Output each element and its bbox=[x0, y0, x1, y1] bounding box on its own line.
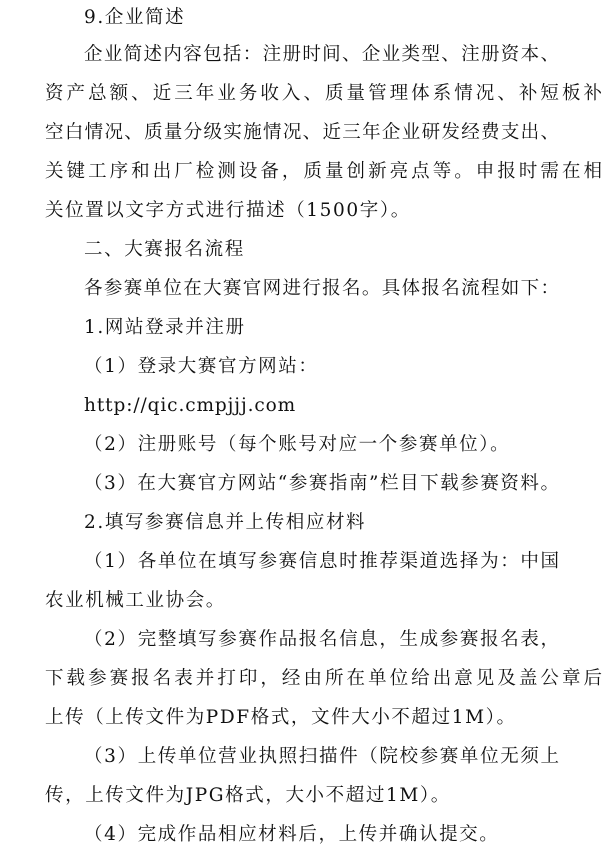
paragraph-line: 空白情况、质量分级实施情况、近三年企业研发经费支出、 bbox=[45, 122, 559, 143]
paragraph-line: 关位置以文字方式进行描述（1500字）。 bbox=[45, 200, 411, 221]
list-item: （1）登录大赛官方网站： bbox=[84, 356, 319, 377]
list-item: （2）完整填写参赛作品报名信息，生成参赛报名表， bbox=[84, 629, 559, 650]
list-item: （3）在大赛官方网站“参赛指南”栏目下载参赛资料。 bbox=[84, 473, 559, 494]
website-link[interactable]: http://qic.cmpjjj.com bbox=[84, 395, 297, 416]
list-item: （2）注册账号（每个账号对应一个参赛单位）。 bbox=[84, 434, 511, 455]
list-item: （3）上传单位营业执照扫描件（院校参赛单位无须上 bbox=[84, 746, 559, 767]
list-item: （1）各单位在填写参赛信息时推荐渠道选择为：中国 bbox=[84, 551, 559, 572]
subheading-website-register: 1.网站登录并注册 bbox=[84, 317, 246, 338]
paragraph-line: 关键工序和出厂检测设备，质量创新亮点等。申报时需在相 bbox=[45, 161, 602, 182]
subheading-fill-info-upload: 2.填写参赛信息并上传相应材料 bbox=[84, 512, 367, 533]
paragraph-line: 下载参赛报名表并打印，经由所在单位给出意见及盖公章后 bbox=[45, 668, 602, 689]
paragraph-line: 上传（上传文件为PDF格式，文件大小不超过1M）。 bbox=[45, 707, 517, 728]
paragraph-line: 资产总额、近三年业务收入、质量管理体系情况、补短板补 bbox=[45, 83, 602, 104]
paragraph-line: 农业机械工业协会。 bbox=[45, 590, 226, 611]
paragraph-line: 企业简述内容包括：注册时间、企业类型、注册资本、 bbox=[84, 44, 559, 65]
paragraph-line: 各参赛单位在大赛官网进行报名。具体报名流程如下： bbox=[84, 278, 559, 299]
section-heading-registration-process: 二、大赛报名流程 bbox=[84, 239, 245, 260]
section-heading-company-brief: 9.企业简述 bbox=[84, 7, 186, 28]
paragraph-line: 传，上传文件为JPG格式，大小不超过1M）。 bbox=[45, 785, 451, 806]
list-item: （4）完成作品相应材料后，上传并确认提交。 bbox=[84, 824, 500, 845]
